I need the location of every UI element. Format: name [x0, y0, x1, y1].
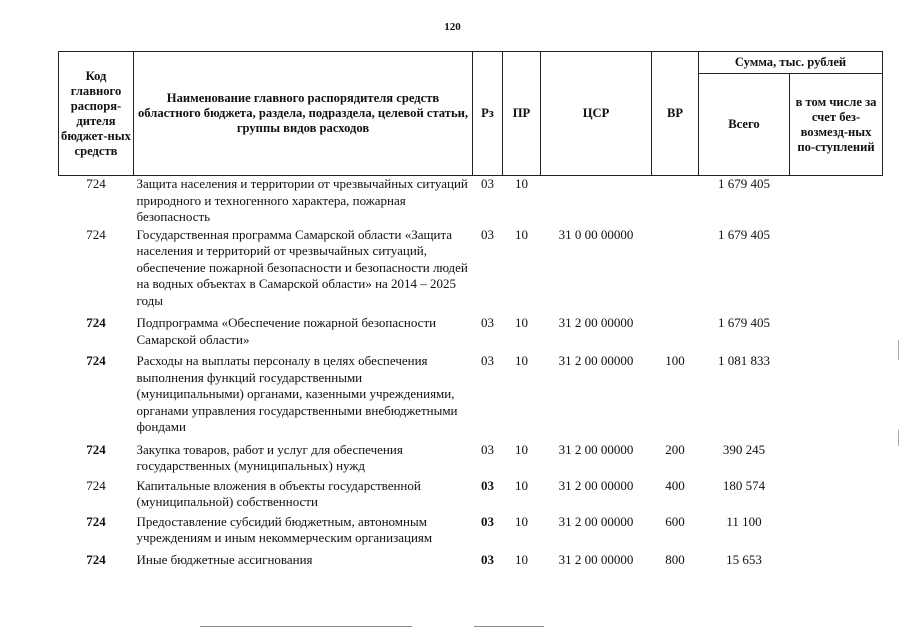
cell-vr [652, 176, 699, 227]
cell-name: Государственная программа Самарской области «Защита населения и территорий от чрезвычайных ситуаций, обеспечение пожарной безопасности и безопасности людей на водных объектах в Самарской области» на 2014 – 2025 годы [136, 226, 468, 308]
header-name: Наименование главного распорядителя средств областного бюджета, раздела, подраздела, целевой статьи, группы видов расходов [134, 52, 473, 176]
cell-total: 180 574 [722, 477, 766, 493]
cell-rz: 03 [481, 176, 494, 191]
table-row [59, 548, 883, 570]
cell-total: 1 679 405 [718, 315, 770, 330]
table-body [59, 176, 883, 570]
cell-incl [790, 548, 883, 570]
cell-name: Подпрограмма «Обеспечение пожарной безопасности Самарской области» [136, 315, 437, 347]
cell-code: 724 [86, 176, 106, 191]
cell-incl [790, 310, 883, 349]
cell-pr: 10 [515, 176, 528, 191]
cell-pr: 10 [515, 513, 528, 529]
footer-rule-right [474, 626, 544, 627]
table-row [59, 476, 883, 512]
cell-name: Расходы на выплаты персоналу в целях обеспечения выполнения функций государственными (муниципальными) органами, казенными учреждениями, органами управления государственными внебюджетными фондами [136, 353, 458, 434]
header-csr: ЦСР [541, 52, 652, 176]
cell-pr: 10 [515, 551, 528, 567]
table-row [59, 437, 883, 476]
cell-incl [790, 476, 883, 512]
cell-vr: 800 [665, 551, 685, 567]
cell-rz: 03 [481, 551, 494, 567]
cell-code: 724 [86, 477, 106, 493]
cell-name: Предоставление субсидий бюджетным, автономным учреждениям и иным некоммерческим организациям [136, 513, 433, 545]
cell-code: 724 [86, 551, 106, 567]
cell-vr [652, 227, 699, 311]
cell-total: 1 081 833 [718, 353, 770, 368]
cell-pr: 10 [515, 226, 528, 242]
cell-incl [790, 227, 883, 311]
table-row [59, 227, 883, 311]
table-header [59, 52, 883, 176]
cell-vr: 400 [665, 477, 685, 493]
cell-total: 1 679 405 [718, 176, 770, 191]
header-pr: ПР [503, 52, 541, 176]
cell-rz: 03 [481, 477, 494, 493]
cell-rz: 03 [481, 226, 494, 242]
cell-total: 1 679 405 [718, 226, 770, 242]
cell-code: 724 [86, 226, 106, 242]
cell-csr: 31 0 00 00000 [558, 226, 634, 242]
cell-incl [790, 349, 883, 437]
cell-pr: 10 [515, 315, 528, 330]
table-row [59, 176, 883, 227]
cell-rz: 03 [481, 315, 494, 330]
table-row [59, 310, 883, 349]
header-sum: Сумма, тыс. рублей [699, 52, 883, 74]
cell-rz: 03 [481, 353, 494, 368]
header-vr: ВР [652, 52, 699, 176]
cell-total: 11 100 [726, 513, 762, 529]
cell-csr: 31 2 00 00000 [558, 315, 634, 330]
table-row [59, 512, 883, 548]
cell-total: 390 245 [722, 441, 766, 457]
cell-csr [541, 176, 652, 227]
cell-total: 15 653 [726, 551, 762, 567]
cell-incl [790, 512, 883, 548]
scan-edge-mark [898, 430, 899, 446]
header-total: Всего [699, 74, 790, 176]
cell-pr: 10 [515, 441, 528, 457]
cell-csr: 31 2 00 00000 [558, 513, 634, 529]
cell-name: Иные бюджетные ассигнования [136, 551, 313, 567]
cell-name: Защита населения и территории от чрезвычайных ситуаций природного и техногенного характера, пожарная безопасность [136, 176, 468, 224]
cell-incl [790, 437, 883, 476]
cell-csr: 31 2 00 00000 [558, 353, 634, 368]
footer-rule-left [200, 626, 412, 627]
cell-csr: 31 2 00 00000 [558, 441, 634, 457]
cell-code: 724 [86, 513, 106, 529]
cell-name: Закупка товаров, работ и услуг для обеспечения государственных (муниципальных) нужд [136, 441, 403, 473]
cell-pr: 10 [515, 353, 528, 368]
cell-rz: 03 [481, 441, 494, 457]
table-row [59, 349, 883, 437]
cell-name: Капитальные вложения в объекты государственной (муниципальной) собственности [136, 477, 421, 509]
cell-csr: 31 2 00 00000 [558, 477, 634, 493]
cell-vr [652, 310, 699, 349]
cell-code: 724 [86, 315, 106, 330]
cell-vr: 600 [665, 513, 685, 529]
cell-code: 724 [86, 441, 106, 457]
cell-rz: 03 [481, 513, 494, 529]
cell-csr: 31 2 00 00000 [558, 551, 634, 567]
cell-code: 724 [86, 353, 106, 368]
header-incl: в том числе за счет без-возмезд-ных по-ступлений [790, 74, 883, 176]
cell-vr: 200 [665, 441, 685, 457]
cell-pr: 10 [515, 477, 528, 493]
header-rz: Рз [473, 52, 503, 176]
cell-vr: 100 [665, 353, 685, 368]
cell-incl [790, 176, 883, 227]
scan-edge-mark [898, 340, 899, 360]
budget-table [58, 51, 883, 569]
header-code: Код главного распоря-дителя бюджет-ных средств [59, 52, 134, 176]
page-number: 120 [444, 21, 461, 33]
